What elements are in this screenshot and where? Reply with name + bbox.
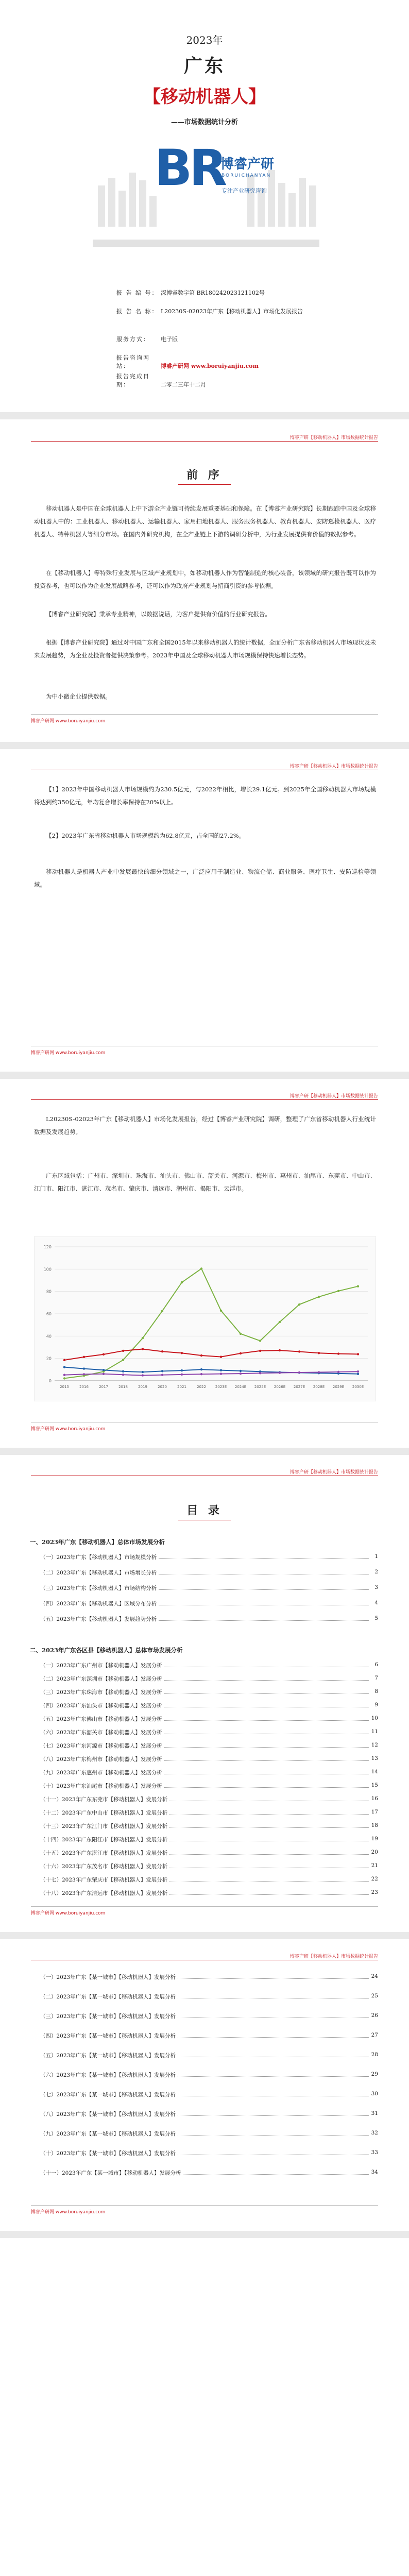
data-point xyxy=(220,1355,222,1358)
logo-en: BORUICHANYAN xyxy=(221,173,271,178)
page-separator xyxy=(0,1448,409,1455)
preface-paragraph-2: 在【移动机器人】等特殊行业发展与区域产业规划中，如移动机器人作为智能制造的核心装备，该领域的研究报告既可以作为投资参考，也可以作为企业发展战略参考，还可以作为政府产业规划与招商引资的参考依据。 xyxy=(34,569,376,589)
cover-logo-area xyxy=(93,129,319,232)
data-point xyxy=(161,1370,163,1372)
y-tick-label: 120 xyxy=(43,1245,52,1249)
footer-rule xyxy=(31,1906,378,1907)
toc-item[interactable]: （十四）2023年广东阳江市【移动机器人】发展分析 19 xyxy=(40,1836,378,1843)
data-point xyxy=(122,1374,124,1376)
info-website: 报告咨询网站： 博睿产研网 www.boruiyanjiu.com xyxy=(116,354,259,369)
toc-title: 目 录 xyxy=(186,1504,223,1517)
toc-item[interactable]: （四）2023年广东汕头市【移动机器人】发展分析 9 xyxy=(40,1702,378,1709)
page-header: 博睿产研【移动机器人】市场数据统计报告 xyxy=(289,1954,378,1959)
data-point xyxy=(220,1372,222,1375)
data-point xyxy=(200,1267,202,1269)
info-date: 报告完成日期： 二零二三年十二月 xyxy=(116,373,206,388)
toc-item[interactable]: （一）2023年广东【移动机器人】市场规模分析 1 xyxy=(40,1553,378,1561)
data-point xyxy=(240,1370,242,1372)
footer-link[interactable]: 博睿产研网 www.boruiyanjiu.com xyxy=(31,2210,106,2215)
cover-year: 2023年 xyxy=(186,34,223,46)
y-tick-label: 100 xyxy=(43,1267,52,1272)
footer-link[interactable]: 博睿产研网 www.boruiyanjiu.com xyxy=(31,719,106,724)
data-point xyxy=(357,1373,359,1375)
data-point xyxy=(181,1369,183,1371)
data-point xyxy=(240,1333,242,1335)
toc-item[interactable]: （十）2023年广东汕尾市【移动机器人】发展分析 15 xyxy=(40,1782,378,1789)
page-header: 博睿产研【移动机器人】市场数据统计报告 xyxy=(289,435,378,440)
x-tick-label: 2024E xyxy=(234,1385,247,1389)
data-point xyxy=(142,1337,144,1339)
preface-paragraph-3: 【博睿产业研究院】秉承专业精神，以数据说话，为客户提供有价值的行业研究报告。 xyxy=(46,611,271,618)
preface-paragraph-1: 移动机器人是中国在全球机器人上中下游全产业链可持续发展重要基础和保障。在【博睿产业研究院】长期跟踪中国及全球移动机器人中的：工业机器人、移动机器人、运输机器人、家用扫地机器人、服务服务机器人、教育机器人、安防巡检机器人、医疗机器人、特种机器人等细分市场。在国内外研究机构，在全产业链上下游的调研分析中，为行业发展提供有价值的数据参考。 xyxy=(34,505,376,538)
regions-paragraph: 广东区域包括：广州市、深圳市、珠海市、汕头市、佛山市、韶关市、河源市、梅州市、惠州市、汕尾市、东莞市、中山市、江门市、阳江市、湛江市、茂名市、肇庆市、清远市、潮州市、揭阳市、云浮市。 xyxy=(34,1172,376,1192)
data-point xyxy=(63,1359,65,1361)
data-point xyxy=(357,1353,359,1355)
page-separator xyxy=(0,1072,409,1079)
data-point xyxy=(103,1353,105,1355)
toc-item[interactable]: （一）2023年广东广州市【移动机器人】发展分析 6 xyxy=(40,1662,378,1669)
x-tick-label: 2015 xyxy=(60,1385,69,1389)
toc-item[interactable]: （九）2023年广东惠州市【移动机器人】发展分析 14 xyxy=(40,1769,378,1776)
toc-section-1[interactable]: 一、2023年广东【移动机器人】总体市场发展分析 xyxy=(30,1538,165,1546)
cover-region: 广东 xyxy=(183,55,225,77)
data-point xyxy=(83,1373,85,1375)
title-rule xyxy=(178,484,231,485)
preface-paragraph-4: 根据【博睿产业研究院】通过对中国广东和全国2015年以来移动机器人的统计数据，全面分析广东省移动机器人市场现状及未来发展趋势，为企业及投资者提供决策参考。2023年中国及全球移动机器人市场规模保持快速增长态势。 xyxy=(34,639,376,659)
toc-item[interactable]: （六）2023年广东【某一城市】【移动机器人】发展分析 29 xyxy=(40,2071,378,2078)
x-tick-label: 2018 xyxy=(118,1385,128,1389)
x-tick-label: 2025E xyxy=(254,1385,266,1389)
footer-rule xyxy=(31,714,378,715)
data-point xyxy=(318,1352,320,1354)
page-separator xyxy=(0,2231,409,2238)
data-point xyxy=(279,1349,281,1351)
x-tick-label: 2017 xyxy=(99,1385,108,1389)
data-point xyxy=(298,1350,300,1352)
data-point xyxy=(83,1367,85,1369)
data-point xyxy=(103,1369,105,1371)
x-tick-label: 2020 xyxy=(158,1385,167,1389)
data-point xyxy=(142,1348,144,1350)
data-point xyxy=(298,1303,300,1306)
toc-item[interactable]: （二）2023年广东深圳市【移动机器人】发展分析 7 xyxy=(40,1675,378,1682)
page-header: 博睿产研【移动机器人】市场数据统计报告 xyxy=(289,764,378,769)
info-service: 服务方式： 电子版 xyxy=(116,336,178,343)
market-paragraph-3: 移动机器人是机器人产业中发展最快的细分领域之一，广泛应用于制造业、物流仓储、商业服务、医疗卫生、安防巡检等领域。 xyxy=(34,868,376,888)
preface-title: 前 序 xyxy=(186,468,223,482)
toc-item[interactable]: （七）2023年广东【某一城市】【移动机器人】发展分析 30 xyxy=(40,2091,378,2098)
data-point xyxy=(103,1373,105,1375)
info-report-name: 报 告 名 称： L20230S-02023年广东【移动机器人】市场化发展报告 xyxy=(116,308,303,315)
toc-item[interactable]: （十七）2023年广东肇庆市【移动机器人】发展分析 22 xyxy=(40,1876,378,1883)
footer-rule xyxy=(31,2205,378,2206)
data-point xyxy=(279,1321,281,1323)
data-point xyxy=(161,1374,163,1376)
data-point xyxy=(63,1366,65,1368)
data-point xyxy=(181,1352,183,1354)
y-tick-label: 40 xyxy=(46,1334,52,1339)
data-point xyxy=(357,1370,359,1372)
footer-link[interactable]: 博睿产研网 www.boruiyanjiu.com xyxy=(31,1427,106,1432)
toc-section-2[interactable]: 二、2023年广东各区县【移动机器人】总体市场发展分析 xyxy=(30,1647,183,1654)
toc-item[interactable]: （四）2023年广东【某一城市】【移动机器人】发展分析 27 xyxy=(40,2032,378,2039)
toc-item[interactable]: （三）2023年广东珠海市【移动机器人】发展分析 8 xyxy=(40,1688,378,1696)
toc-item[interactable]: （四）2023年广东【移动机器人】区域分布分析 4 xyxy=(40,1600,378,1607)
data-point xyxy=(200,1368,202,1370)
x-tick-label: 2026E xyxy=(274,1385,286,1389)
x-tick-label: 2022 xyxy=(197,1385,206,1389)
toc-item[interactable]: （十六）2023年广东茂名市【移动机器人】发展分析 21 xyxy=(40,1862,378,1870)
data-point xyxy=(181,1374,183,1376)
toc-item[interactable]: （七）2023年广东河源市【移动机器人】发展分析 12 xyxy=(40,1742,378,1749)
x-tick-label: 2021 xyxy=(177,1385,186,1389)
data-point xyxy=(220,1310,222,1312)
data-point xyxy=(357,1285,359,1287)
toc-item[interactable]: （五）2023年广东【某一城市】【移动机器人】发展分析 28 xyxy=(40,2052,378,2059)
y-tick-label: 20 xyxy=(46,1356,52,1361)
toc-item[interactable]: （十三）2023年广东江门市【移动机器人】发展分析 18 xyxy=(40,1822,378,1829)
market-paragraph-1: 【1】2023年中国移动机器人市场规模约为230.5亿元，与2022年相比，增长29.1亿元。到2025年全国移动机器人市场规模将达到约350亿元，年均复合增长率保持在20%以上。 xyxy=(34,786,376,806)
data-point xyxy=(240,1372,242,1375)
line-chart xyxy=(34,1236,376,1401)
data-point xyxy=(83,1356,85,1358)
y-tick-label: 0 xyxy=(48,1379,52,1383)
preface-paragraph-5: 为中小微企业提供数据。 xyxy=(46,693,111,700)
website-link[interactable]: 博睿产研网 www.boruiyanjiu.com xyxy=(161,363,259,369)
data-point xyxy=(200,1373,202,1375)
data-point xyxy=(240,1352,242,1354)
data-point xyxy=(337,1290,339,1292)
toc-item[interactable]: （八）2023年广东【某一城市】【移动机器人】发展分析 31 xyxy=(40,2110,378,2117)
data-point xyxy=(122,1370,124,1372)
x-tick-label: 2029E xyxy=(332,1385,345,1389)
data-point xyxy=(298,1371,300,1374)
footer-link[interactable]: 博睿产研网 www.boruiyanjiu.com xyxy=(31,1050,106,1056)
page-separator xyxy=(0,742,409,749)
data-point xyxy=(220,1369,222,1371)
data-point xyxy=(142,1374,144,1376)
toc-item[interactable]: （一）2023年广东【某一城市】【移动机器人】发展分析 24 xyxy=(40,1973,378,1980)
toc-item[interactable]: （二）2023年广东【某一城市】【移动机器人】发展分析 25 xyxy=(40,1993,378,2000)
data-point xyxy=(161,1350,163,1352)
data-point xyxy=(259,1372,261,1374)
logo-slogan: 专注产业研究咨询 xyxy=(221,188,267,194)
page-separator xyxy=(0,412,409,419)
data-point xyxy=(337,1371,339,1373)
data-point xyxy=(337,1352,339,1354)
data-point xyxy=(63,1374,65,1376)
x-tick-label: 2028E xyxy=(313,1385,325,1389)
logo-letters: BR xyxy=(155,139,225,197)
header-rule xyxy=(31,441,378,442)
x-tick-label: 2016 xyxy=(79,1385,89,1389)
y-tick-label: 80 xyxy=(46,1289,52,1294)
toc-item[interactable]: （十八）2023年广东清远市【移动机器人】发展分析 23 xyxy=(40,1889,378,1896)
data-point xyxy=(259,1340,261,1342)
x-tick-label: 2019 xyxy=(138,1385,147,1389)
toc-item[interactable]: （二）2023年广东【移动机器人】市场增长分析 2 xyxy=(40,1569,378,1576)
toc-item[interactable]: （五）2023年广东【移动机器人】发展趋势分析 5 xyxy=(40,1615,378,1622)
x-tick-label: 2023E xyxy=(215,1385,227,1389)
toc-item[interactable]: （十一）2023年广东【某一城市】【移动机器人】发展分析 34 xyxy=(40,2169,378,2176)
toc-item[interactable]: （十五）2023年广东湛江市【移动机器人】发展分析 20 xyxy=(40,1849,378,1856)
data-point xyxy=(161,1310,163,1312)
toc-item[interactable]: （十二）2023年广东中山市【移动机器人】发展分析 17 xyxy=(40,1809,378,1816)
data-point xyxy=(200,1354,202,1357)
page-header: 博睿产研【移动机器人】市场数据统计报告 xyxy=(289,1470,378,1475)
x-tick-label: 2027E xyxy=(293,1385,305,1389)
toc-item[interactable]: （九）2023年广东【某一城市】【移动机器人】发展分析 32 xyxy=(40,2130,378,2137)
toc-item[interactable]: （六）2023年广东韶关市【移动机器人】发展分析 11 xyxy=(40,1728,378,1736)
market-paragraph-2: 【2】2023年广东省移动机器人市场规模约为62.8亿元，占全国的27.2%。 xyxy=(46,832,245,839)
toc-item[interactable]: （十）2023年广东【某一城市】【移动机器人】发展分析 33 xyxy=(40,2149,378,2157)
header-rule xyxy=(31,1099,378,1100)
cover-topic: 【移动机器人】 xyxy=(143,87,266,107)
data-point xyxy=(181,1281,183,1283)
x-tick-label: 2030E xyxy=(352,1385,364,1389)
data-point xyxy=(142,1371,144,1373)
toc-item[interactable]: （三）2023年广东【移动机器人】市场结构分析 3 xyxy=(40,1584,378,1591)
info-report-number: 报 告 编 号： 深博睿数字第 BR180242023121102号 xyxy=(116,290,265,296)
data-point xyxy=(122,1350,124,1352)
cover-logo-bar xyxy=(93,240,319,247)
toc-item[interactable]: （三）2023年广东【某一城市】【移动机器人】发展分析 26 xyxy=(40,2012,378,2020)
cover-subtitle: ——市场数据统计分析 xyxy=(171,118,238,126)
data-point xyxy=(63,1377,65,1379)
toc-item[interactable]: （八）2023年广东梅州市【移动机器人】发展分析 13 xyxy=(40,1755,378,1762)
page-header: 博睿产研【移动机器人】市场数据统计报告 xyxy=(289,1094,378,1099)
data-point xyxy=(122,1359,124,1361)
chart-intro-paragraph: L20230S-02023年广东【移动机器人】市场化发展报告，经过【博睿产业研究院】调研，整理了广东省移动机器人行业统计数据及发展趋势。 xyxy=(34,1115,376,1136)
data-point xyxy=(318,1296,320,1298)
data-point xyxy=(318,1371,320,1373)
toc-item[interactable]: （十一）2023年广东东莞市【移动机器人】发展分析 16 xyxy=(40,1795,378,1803)
data-point xyxy=(279,1371,281,1374)
data-point xyxy=(259,1350,261,1352)
y-tick-label: 60 xyxy=(46,1312,52,1316)
logo-name: 博睿产研 xyxy=(220,157,275,172)
footer-link[interactable]: 博睿产研网 www.boruiyanjiu.com xyxy=(31,1911,106,1916)
chart-background xyxy=(34,1236,376,1401)
toc-item[interactable]: （五）2023年广东佛山市【移动机器人】发展分析 10 xyxy=(40,1715,378,1722)
page-separator xyxy=(0,1932,409,1939)
